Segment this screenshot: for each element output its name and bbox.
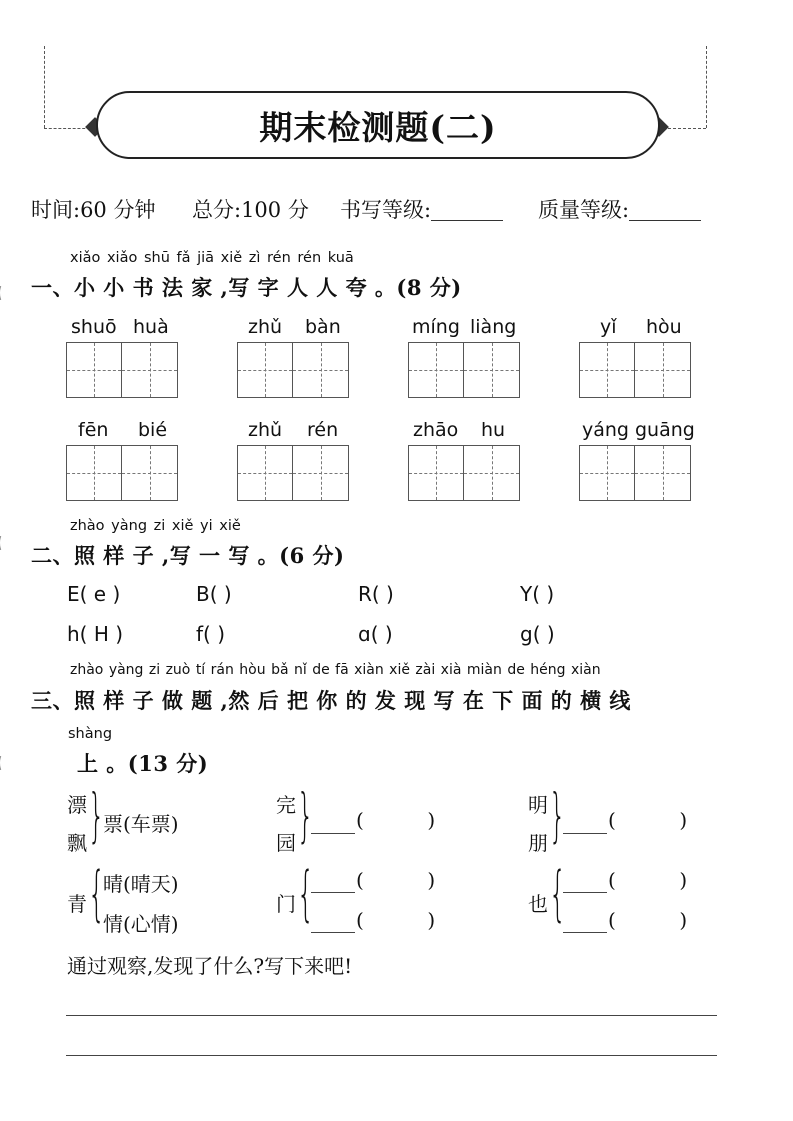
grid-pinyin: hu	[481, 419, 506, 441]
binding-mark	[0, 536, 5, 550]
brace-open-icon: {	[88, 859, 106, 929]
answer-line[interactable]	[563, 932, 607, 933]
answer-paren[interactable]: ( )	[356, 868, 436, 892]
grid-pinyin: zhāo	[413, 419, 459, 441]
quality-grade-label: 质量等级:	[538, 194, 701, 224]
char-top: 完	[276, 793, 296, 817]
char-left: 也	[528, 892, 548, 916]
brace-icon: }	[549, 781, 566, 849]
writing-grid[interactable]	[66, 445, 178, 501]
q3-pinyin: zhào yàng zi zuò tí rán hòu bǎ nǐ de fā xiàn xiě zài xià miàn de héng xiàn	[70, 662, 601, 678]
title-banner	[96, 91, 660, 159]
letter-answer[interactable]: g( )	[520, 622, 555, 646]
q3-title-2: 上 。(13 分)	[77, 751, 209, 776]
letter-answer[interactable]: ɑ( )	[358, 622, 393, 646]
letter-answer[interactable]: R( )	[358, 582, 394, 606]
letter-answer[interactable]: Y( )	[520, 582, 555, 606]
char-left: 青	[67, 892, 87, 916]
grid-pinyin: bàn	[305, 316, 341, 338]
example-answer: 晴(晴天)	[103, 872, 179, 896]
quality-grade-blank[interactable]	[629, 200, 701, 221]
grid-pinyin: yáng	[582, 419, 629, 441]
grid-pinyin: rén	[307, 419, 339, 441]
writing-grid[interactable]	[408, 342, 520, 398]
grid-pinyin: bié	[138, 419, 168, 441]
q3-title: 三、照 样 子 做 题 ,然 后 把 你 的 发 现 写 在 下 面 的 横 线	[31, 688, 631, 713]
binding-mark	[0, 286, 5, 300]
writing-line[interactable]	[66, 1015, 717, 1016]
char-bottom: 朋	[528, 831, 548, 855]
writing-grade-label: 书写等级:	[340, 194, 503, 224]
grid-pinyin: huà	[133, 316, 169, 338]
exam-total-score: 总分:100 分	[192, 198, 309, 222]
answer-paren[interactable]: ( )	[608, 808, 688, 832]
writing-grid[interactable]	[237, 445, 349, 501]
char-bottom: 园	[276, 831, 296, 855]
answer-paren[interactable]: ( )	[356, 908, 436, 932]
header-left-dashed-vertical	[44, 46, 45, 128]
letter-answer[interactable]: f( )	[196, 622, 226, 646]
char-bottom: 飘	[67, 831, 87, 855]
header-left-dashed-horizontal	[44, 128, 90, 129]
grid-pinyin: yǐ	[600, 316, 617, 338]
letter-example: E( e )	[67, 582, 121, 606]
answer-line[interactable]	[311, 833, 355, 834]
grid-pinyin: fēn	[78, 419, 109, 441]
q2-title: 二、照 样 子 ,写 一 写 。(6 分)	[31, 543, 345, 568]
answer-line[interactable]	[311, 932, 355, 933]
writing-line[interactable]	[66, 1055, 717, 1056]
header-right-dashed-vertical	[706, 46, 707, 128]
writing-grid[interactable]	[579, 445, 691, 501]
answer-line[interactable]	[563, 833, 607, 834]
brace-icon: }	[297, 781, 314, 849]
exam-time: 时间:60 分钟	[31, 198, 156, 222]
brace-open-icon: {	[549, 859, 567, 929]
writing-grid[interactable]	[237, 342, 349, 398]
example-answer: 票(车票)	[103, 812, 179, 836]
brace-icon: }	[88, 781, 105, 849]
char-top: 明	[528, 793, 548, 817]
q3-pinyin-2: shàng	[68, 726, 113, 742]
brace-open-icon: {	[297, 859, 315, 929]
observation-prompt: 通过观察,发现了什么?写下来吧!	[67, 954, 353, 978]
answer-line[interactable]	[563, 892, 607, 893]
writing-grid[interactable]	[579, 342, 691, 398]
page-title: 期末检测题(二)	[259, 107, 497, 147]
letter-example: h( H )	[67, 622, 124, 646]
grid-pinyin: zhǔ	[248, 316, 283, 338]
writing-grade-blank[interactable]	[431, 200, 503, 221]
q2-pinyin: zhào yàng zi xiě yi xiě	[70, 518, 241, 534]
grid-pinyin: zhǔ	[248, 419, 283, 441]
grid-pinyin: guāng	[635, 419, 695, 441]
header-right-dashed-horizontal	[668, 128, 706, 129]
char-left: 门	[276, 892, 296, 916]
answer-paren[interactable]: ( )	[608, 868, 688, 892]
writing-grid[interactable]	[66, 342, 178, 398]
writing-grid[interactable]	[408, 445, 520, 501]
grid-pinyin: míng	[412, 316, 460, 338]
example-answer: 情(心情)	[103, 912, 179, 936]
answer-line[interactable]	[311, 892, 355, 893]
binding-mark	[0, 756, 5, 770]
grid-pinyin: liàng	[470, 316, 517, 338]
letter-answer[interactable]: B( )	[196, 582, 232, 606]
answer-paren[interactable]: ( )	[356, 808, 436, 832]
answer-paren[interactable]: ( )	[608, 908, 688, 932]
grid-pinyin: shuō	[71, 316, 117, 338]
grid-pinyin: hòu	[646, 316, 682, 338]
q1-pinyin: xiǎo xiǎo shū fǎ jiā xiě zì rén rén kuā	[70, 250, 354, 266]
q1-title: 一、小 小 书 法 家 ,写 字 人 人 夸 。(8 分)	[31, 275, 462, 300]
char-top: 漂	[67, 793, 87, 817]
